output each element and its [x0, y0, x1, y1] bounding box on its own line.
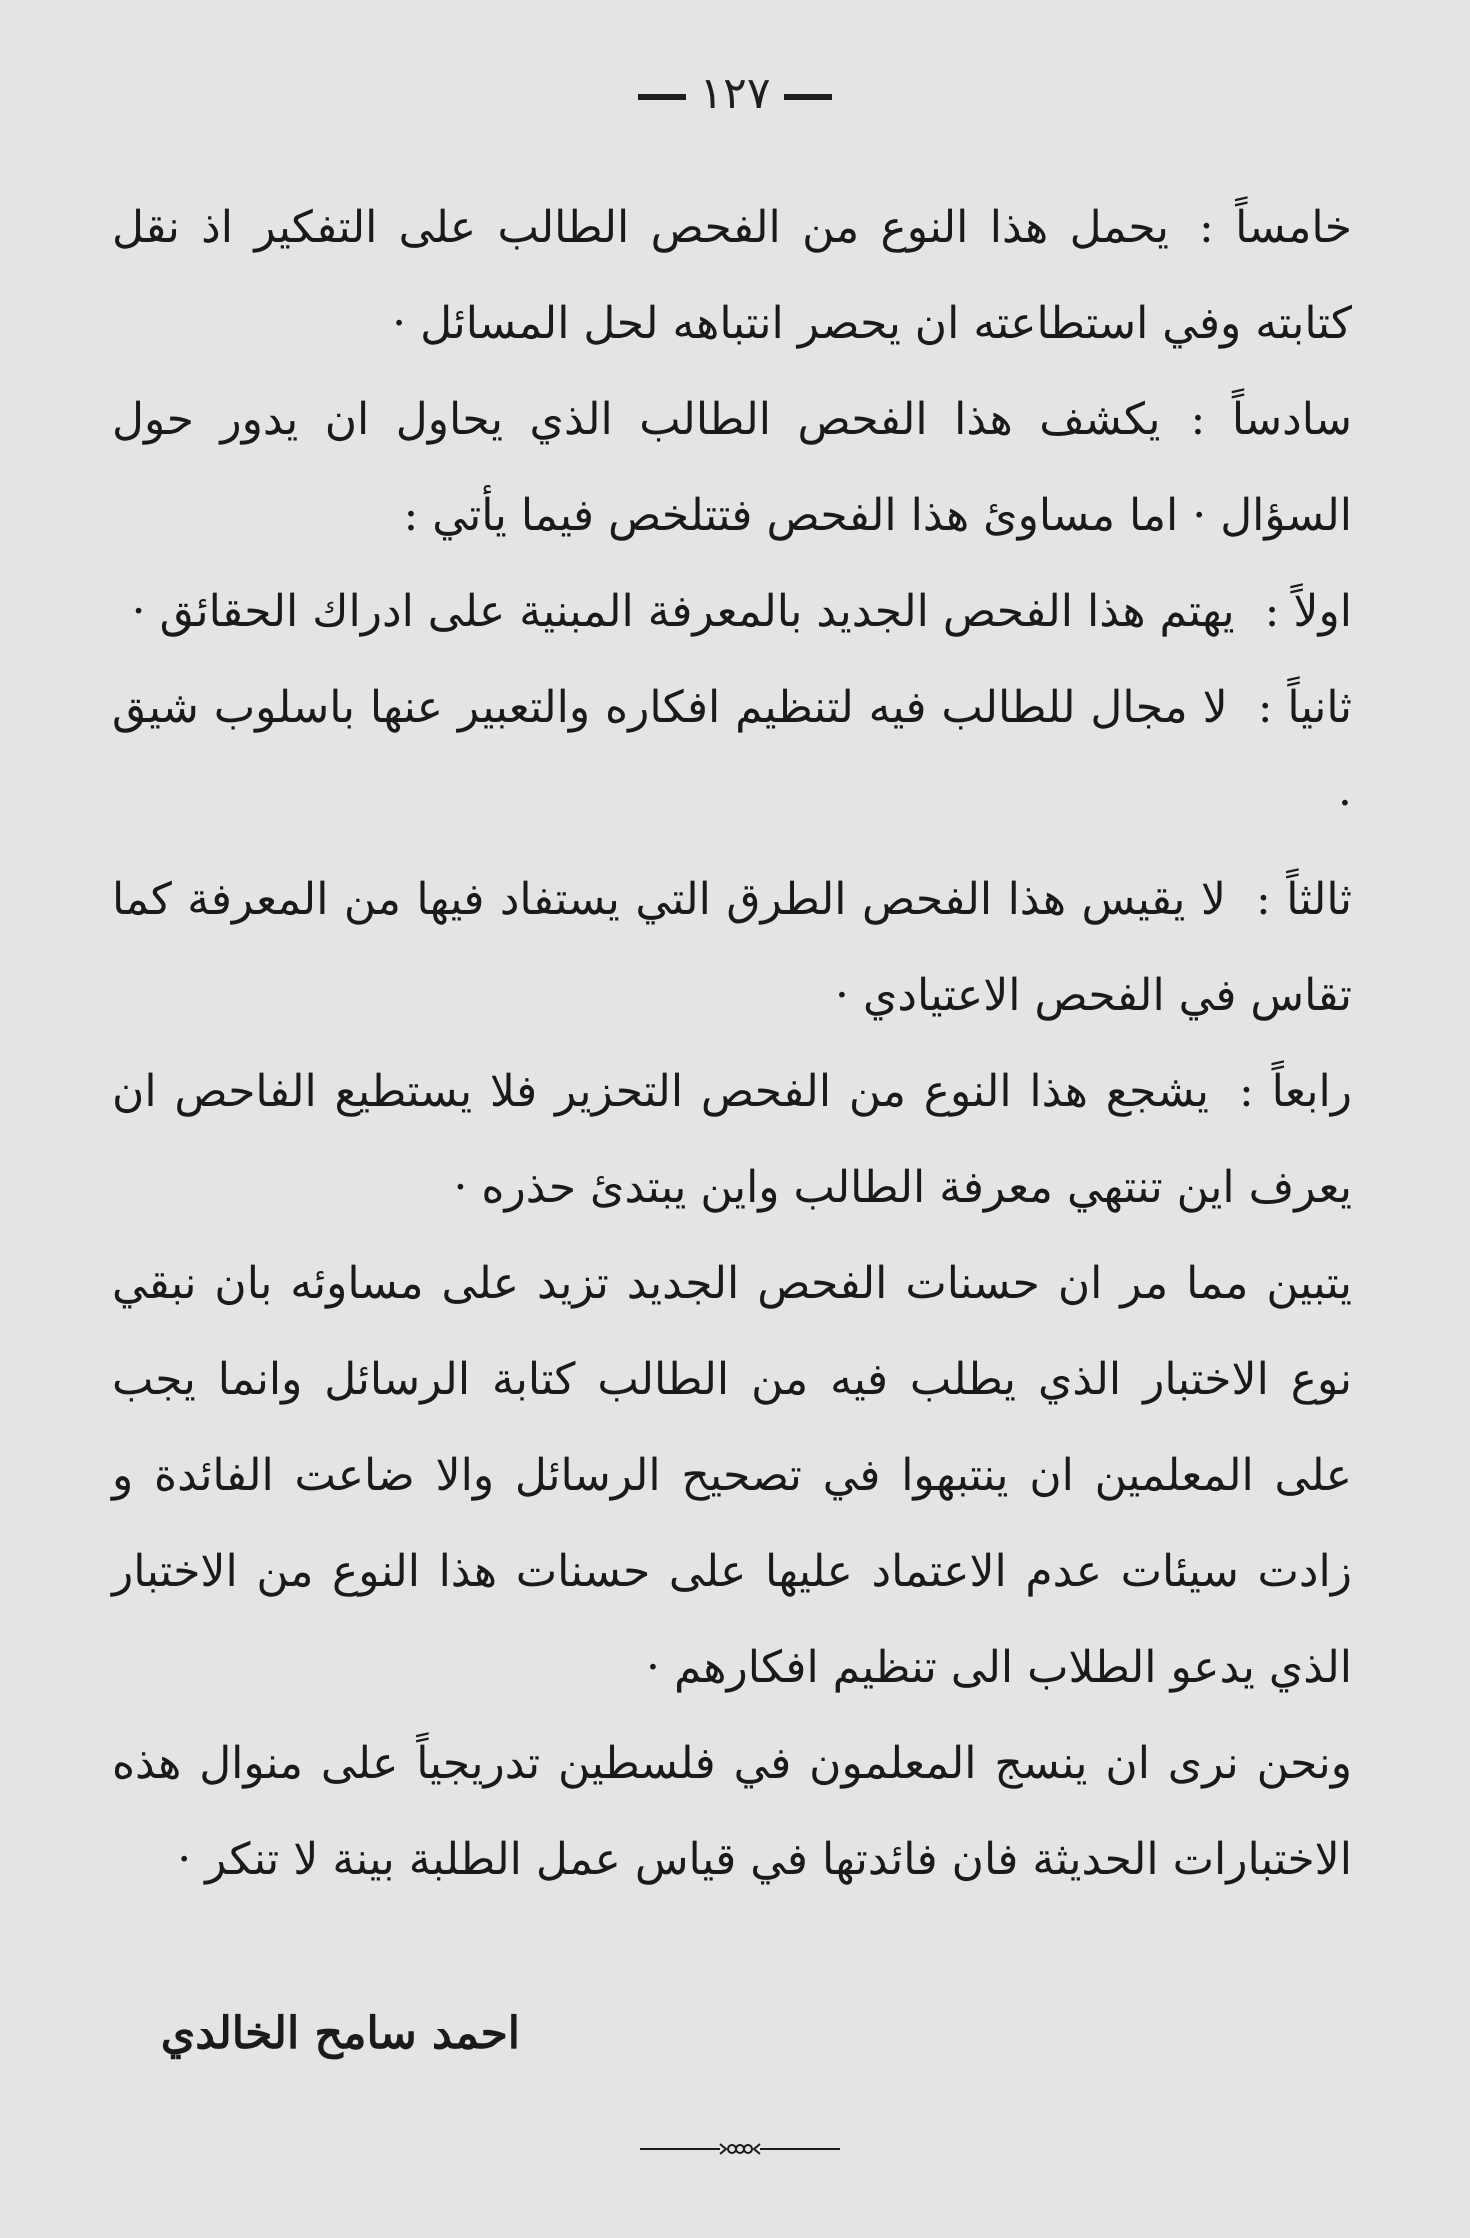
- paragraph-lead: سادساً :: [1190, 394, 1352, 445]
- paragraph-text: يشجع هذا النوع من الفحص التحزير فلا يستطيع الفاحص ان يعرف اين تنتهي معرفة الطالب واين يبتدئ حذره ·: [112, 1066, 1352, 1213]
- paragraph: [112, 372, 1352, 564]
- paragraph-lead: ثالثاً :: [1255, 874, 1352, 925]
- paragraph-text: لا مجال للطالب فيه لتنظيم افكاره والتعبير عنها باسلوب شيق ·: [112, 682, 1352, 829]
- paragraph-text: يحمل هذا النوع من الفحص الطالب على التفكير اذ نقل كتابته وفي استطاعته ان يحصر انتباهه لحل المسائل ·: [112, 202, 1352, 349]
- page-body: [112, 180, 1352, 1908]
- paragraph: [112, 564, 1352, 660]
- paragraph: [112, 660, 1352, 852]
- paragraph-text: لا يقيس هذا الفحص الطرق التي يستفاد فيها من المعرفة كما تقاس في الفحص الاعتيادي ·: [112, 874, 1352, 1021]
- header-dash-right: [784, 94, 832, 100]
- paragraph-lead: ثانياً :: [1257, 682, 1352, 733]
- page-number: ١٢٧: [699, 68, 771, 119]
- paragraph-text: يتبين مما مر ان حسنات الفحص الجديد تزيد على مساوئه بان نبقي نوع الاختبار الذي يطلب فيه من الطالب كتابة الرسائل وانما يجب على المعلمين ان ينتبهوا في تصحيح الرسائل والا ضاعت الفائدة و زادت سيئات عدم الاعتماد عليها على حسنات هذا النوع من الاختبار الذي يدعو الطلاب الى تنظيم افكارهم ·: [112, 1258, 1352, 1693]
- page-header: [0, 68, 1470, 119]
- paragraph: [112, 1044, 1352, 1236]
- paragraph-text: يهتم هذا الفحص الجديد بالمعرفة المبنية على ادراك الحقائق ·: [131, 586, 1235, 637]
- paragraph-text: يكشف هذا الفحص الطالب الذي يحاول ان يدور حول السؤال · اما مساوئ هذا الفحص فتتلخص فيما يأتي :: [112, 394, 1352, 541]
- author-signature: احمد سامح الخالدي: [160, 2008, 520, 2059]
- end-ornament: [640, 2134, 840, 2164]
- paragraph: [112, 1236, 1352, 1716]
- paragraph: [112, 1716, 1352, 1908]
- paragraph: [112, 852, 1352, 1044]
- paragraph-lead: اولاً :: [1264, 586, 1352, 637]
- paragraph-text: ونحن نرى ان ينسج المعلمون في فلسطين تدريجياً على منوال هذه الاختبارات الحديثة فان فائدتها في قياس عمل الطلبة بينة لا تنكر ·: [112, 1738, 1353, 1885]
- header-dash-left: [638, 94, 686, 100]
- paragraph: [112, 180, 1352, 372]
- paragraph-lead: رابعاً :: [1239, 1066, 1352, 1117]
- paragraph-lead: خامساً :: [1199, 202, 1352, 253]
